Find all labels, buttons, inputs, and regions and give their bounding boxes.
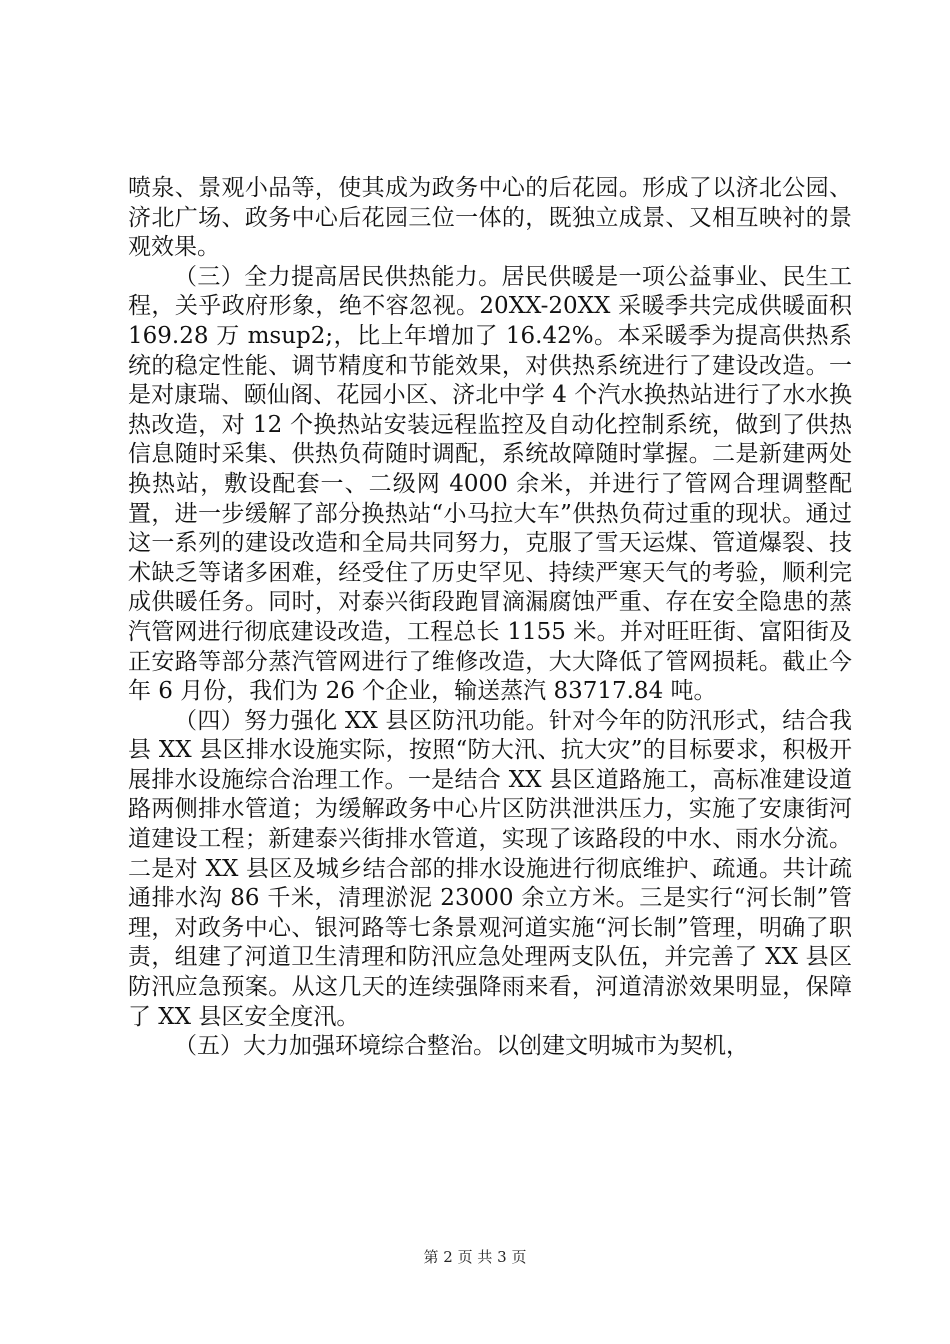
paragraph-environment: （五）大力加强环境综合整治。以创建文明城市为契机， — [174, 1033, 749, 1060]
paragraph-continuation: 喷泉、景观小品等，使其成为政务中心的后花园。形成了以济北公园、济北广场、政务中心后花园三位一体的，既独立成景、又相互映衬的景观效果。 — [128, 175, 852, 261]
paragraph-flood-control: （四）努力强化 XX 县区防汛功能。针对今年的防汛形式，结合我县 XX 县区排水设施实际，按照“防大汛、抗大灾”的目标要求，积极开展排水设施综合治理工作。一是结合 XX 县区道路施工，高标准建设道路两侧排水管道；为缓解政务中心片区防洪泄洪压力，实施了安康街河道建设工程；新建泰兴街排水管道，实现了该路段的中水、雨水分流。二是对 XX 县区及城乡结合部的排水设施进行彻底维护、疏通。共计疏通排水沟 86 千米，清理淤泥 23000 余立方米。三是实行“河长制”管理，对政务中心、银河路等七条景观河道实施“河长制”管理，明确了职责，组建了河道卫生清理和防汛应急处理两支队伍，并完善了 XX 县区防汛应急预案。从这几天的连续强降雨来看，河道清淤效果明显，保障了 XX 县区安全度汛。 — [128, 707, 852, 1030]
document-body — [128, 174, 852, 1062]
paragraph-heating: （三）全力提高居民供热能力。居民供暖是一项公益事业、民生工程，关乎政府形象，绝不容忽视。20XX-20XX 采暖季共完成供暖面积 169.28 万 msup2;，比上年增加了 16.42%。本采暖季为提高供热系统的稳定性能、调节精度和节能效果，对供热系统进行了建设改造。一是对康瑞、颐仙阁、花园小区、济北中学 4 个汽水换热站进行了水水换热改造，对 12 个换热站安装远程监控及自动化控制系统，做到了供热信息随时采集、供热负荷随时调配，系统故障随时掌握。二是新建两处换热站，敷设配套一、二级网 4000 余米，并进行了管网合理调整配置，进一步缓解了部分换热站“小马拉大车”供热负荷过重的现状。通过这一系列的建设改造和全局共同努力，克服了雪天运煤、管道爆裂、技术缺乏等诸多困难，经受住了历史罕见、持续严寒天气的考验，顺利完成供暖任务。同时，对泰兴街段跑冒滴漏腐蚀严重、存在安全隐患的蒸汽管网进行彻底建设改造，工程总长 1155 米。并对旺旺街、富阳街及正安路等部分蒸汽管网进行了维修改造，大大降低了管网损耗。截止今年 6 月份，我们为 26 个企业，输送蒸汽 83717.84 吨。 — [128, 263, 852, 705]
page-number-footer: 第 2 页 共 3 页 — [423, 1248, 527, 1266]
